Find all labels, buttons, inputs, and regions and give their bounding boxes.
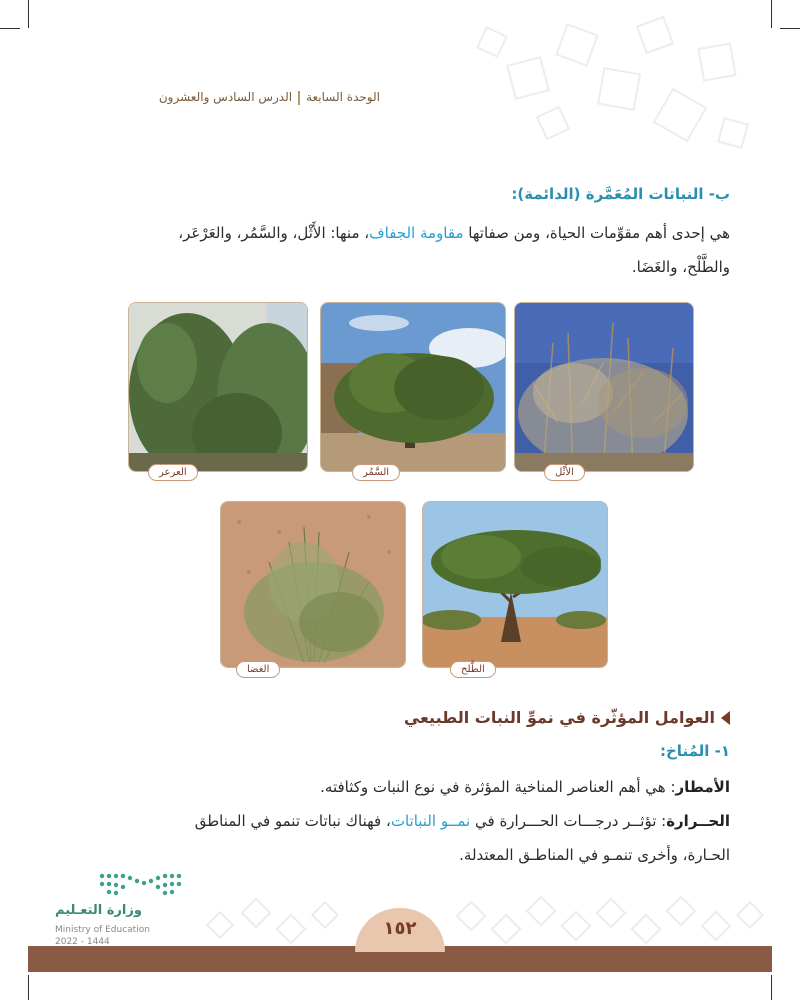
text-run: ، فهناك نباتات تنمو في المناطق [194, 812, 391, 830]
section-title: ب- النباتات المُعَمَّرة (الدائمة): [511, 185, 730, 203]
caption-athl: الأَثْل [544, 464, 585, 481]
caption-arar: العرعر [148, 464, 198, 481]
highlight-term: نمــو النباتات [390, 812, 471, 830]
caption-talh: الطَّلح [450, 661, 496, 678]
crop-mark [771, 975, 772, 1000]
highlight-term: مقاومة الجفاف [369, 224, 464, 242]
section-arrow-icon [721, 711, 730, 725]
factors-title-text: العوامل المؤثّرة في نموِّ النبات الطبيعي [403, 708, 715, 727]
crop-mark [780, 28, 800, 29]
text-run: ، منها: الأَثْل، والسَّمُر، والعَرْعَر، [178, 224, 370, 242]
rain-label: الأمطار [675, 778, 730, 796]
unit-label: الوحدة السابعة [306, 90, 380, 104]
page-number: ١٥٢ [383, 918, 417, 939]
photo-talh [422, 501, 608, 668]
running-header [159, 90, 380, 105]
crop-mark [0, 28, 20, 29]
crop-mark [28, 0, 29, 28]
year-label: 2022 - 1444 [55, 937, 110, 947]
ghada-tree-image [220, 502, 405, 668]
heat-label: الحــرارة [666, 812, 730, 830]
photo-samur [320, 302, 506, 472]
ministry-name-en: Ministry of Education [55, 925, 150, 935]
caption-samur: السَّمُر [352, 464, 400, 481]
paragraph-line-2: والطَّلْح، والغَضَا. [631, 258, 730, 276]
photo-ghada [220, 501, 406, 668]
rain-line [70, 770, 730, 804]
rain-text: : هي أهم العناصر المناخية المؤثرة في نوع النبات وكثافته. [320, 778, 676, 796]
text-run: : تؤثــر درجـــات الحـــرارة في [470, 812, 667, 830]
header-separator [298, 91, 300, 105]
text-run: هي إحدى أهم مقوِّمات الحياة، ومن صفاتها [463, 224, 730, 242]
section-paragraph [70, 216, 730, 284]
ministry-logo-icon [97, 868, 187, 898]
talh-tree-image [422, 502, 607, 668]
crop-mark [771, 0, 772, 28]
paragraph-line-1 [70, 216, 730, 250]
factors-paragraph [70, 770, 730, 872]
arar-tree-image [128, 303, 307, 472]
photo-athl [514, 302, 694, 472]
ministry-name-ar: وزارة التعـليم [55, 903, 142, 918]
photo-arar [128, 302, 308, 472]
climate-title: ١- المُناخ: [660, 742, 730, 760]
caption-ghada: الغضا [236, 661, 280, 678]
factors-title [404, 708, 730, 727]
heat-line-2: الحـارة، وأخرى تنمـو في المناطـق المعتدلة. [459, 846, 730, 864]
heat-line [70, 804, 730, 838]
athl-tree-image [514, 303, 693, 472]
samur-tree-image [320, 303, 505, 472]
lesson-label: الدرس السادس والعشرون [158, 90, 293, 104]
crop-mark [28, 975, 29, 1000]
